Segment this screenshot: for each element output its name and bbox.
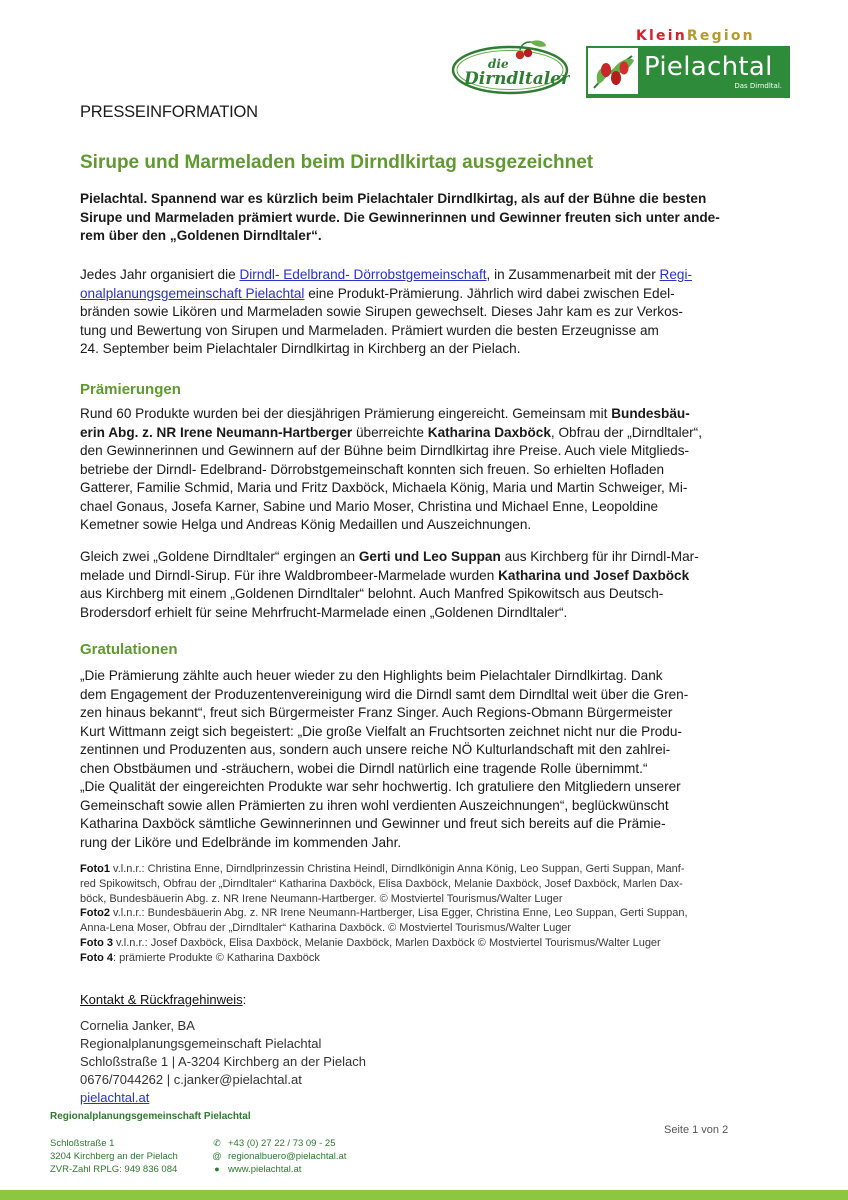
- footer-address: [50, 1137, 178, 1177]
- lead-paragraph: [80, 190, 748, 246]
- intro-text: Jedes Jahr organisiert die: [80, 267, 240, 282]
- p1-line: Kemetner sowie Helga und Andreas König Medaillen und Auszeichnungen.: [80, 517, 532, 532]
- p2-text: Gleich zwei „Goldene Dirndltaler“ ergingen an: [80, 549, 359, 564]
- footer-web: www.pielachtal.at: [228, 1164, 302, 1176]
- p3-line: zentinnen und Produzenten aus, sondern auch unsere reiche NÖ Kulturlandschaft mit den zahlrei-: [80, 742, 671, 757]
- intro-line: bränden sowie Likören und Marmeladen sowie Sirupen gewechselt. Dieses Jahr kam es zur Verkos-: [80, 304, 683, 319]
- p1-line: [80, 405, 748, 424]
- p2-line: [80, 548, 748, 567]
- section-title-gratulationen: Gratulationen: [80, 641, 178, 658]
- caption-text: v.l.n.r.: Bundesbäuerin Abg. z. NR Irene Neumann-Hartberger, Lisa Egger, Christina Enne, Leo Suppan, Gerti Suppan,: [109, 907, 688, 920]
- photo-captions: [80, 862, 750, 966]
- caption-line: [80, 951, 750, 966]
- p1-line: chael Gonaus, Josefa Karner, Sabine und Mario Moser, Christina und Michael Enne, Leopoldine: [80, 498, 659, 514]
- intro-line: [80, 266, 748, 285]
- page-number: Seite 1 von 2: [664, 1124, 729, 1136]
- intro-line: [80, 285, 748, 304]
- footer-phone-row: [212, 1137, 346, 1150]
- kleinregion-tagline: Das Dirndltal.: [734, 82, 782, 90]
- p1-bold: Katharina Daxböck: [427, 424, 551, 440]
- dirndl-branch-icon: [588, 48, 638, 94]
- p2-line: [80, 567, 748, 586]
- praemierungen-paragraph: [80, 405, 748, 535]
- section-title-praemierungen: Prämierungen: [80, 381, 181, 398]
- intro-line: 24. September beim Pielachtaler Dirndlkirtag in Kirchberg an der Pielach.: [80, 341, 521, 356]
- kleinregion-logo: [586, 28, 790, 100]
- p1-bold: erin Abg. z. NR Irene Neumann-Hartberger: [80, 424, 353, 440]
- footer-addr-line: 3204 Kirchberg an der Pielach: [50, 1151, 178, 1163]
- p3-line: „Die Qualität der eingereichten Produkte war sehr hochwertig. Ich gratuliere den Mitgliedern unserer: [80, 779, 681, 794]
- contact-name: Cornelia Janker, BA: [80, 1018, 195, 1033]
- gratulationen-paragraph: [80, 667, 748, 852]
- goldene-dirndltaler-paragraph: [80, 548, 748, 622]
- caption-line: [80, 906, 750, 921]
- p1-text: überreichte: [352, 424, 428, 440]
- contact-block: [80, 1017, 366, 1107]
- footer-org-name: Regionalplanungsgemeinschaft Pielachtal: [50, 1111, 251, 1122]
- p3-line: dem Engagement der Produzentenvereinigung wird die Dirndl samt dem Dirndltal weit über die Gren-: [80, 686, 689, 702]
- p1-line: [80, 424, 748, 443]
- footer-addr-line: Schloßstraße 1: [50, 1138, 115, 1149]
- globe-icon: ●: [214, 1164, 220, 1175]
- caption-line: [80, 862, 750, 877]
- p1-text: Rund 60 Produkte wurden bei der diesjährigen Prämierung eingereicht. Gemeinsam mit: [80, 406, 612, 421]
- intro-paragraph: [80, 266, 748, 359]
- p3-line: zen hinaus bekannt“, freut sich Bürgermeister Franz Singer. Auch Regions-Obmann Bürgermeister: [80, 705, 673, 720]
- link-dirndl-gemeinschaft[interactable]: Dirndl- Edelbrand- Dörrobstgemeinschaft: [239, 267, 487, 282]
- caption-line: Anna-Lena Moser, Obfrau der „Dirndltaler“ Katharina Daxböck. © Mostviertel Tourismus/Walter Luger: [80, 922, 572, 935]
- p2-text: melade und Dirndl-Sirup. Für ihre Waldbrombeer-Marmelade wurden: [80, 567, 499, 583]
- p1-line: den Gewinnerinnen und Gewinnern auf der Bühne beim Dirndlkirtag ihre Preise. Auch viele Mitglieds-: [80, 443, 690, 458]
- contact-heading: [80, 992, 246, 1007]
- intro-text: eine Produkt-Prämierung. Jährlich wird dabei zwischen Edel-: [304, 285, 675, 301]
- caption-line: böck, Bundesbäuerin Abg. z. NR Irene Neumann-Hartberger. © Mostviertel Tourismus/Walter Luger: [80, 892, 563, 905]
- contact-org: Regionalplanungsgemeinschaft Pielachtal: [80, 1036, 322, 1051]
- at-icon: @: [212, 1151, 222, 1162]
- dirndltaler-logo-line1: die: [488, 57, 509, 71]
- footer-email-row: [212, 1150, 346, 1163]
- footer-web-row: [212, 1163, 346, 1176]
- phone-icon: ✆: [213, 1138, 221, 1148]
- caption-text: v.l.n.r.: Christina Enne, Dirndlprinzessin Christina Heindl, Dirndlkönigin Anna König, Leo Suppan, Gerti Suppan, Manf-: [109, 863, 685, 875]
- lead-line: Pielachtal. Spannend war es kürzlich beim Pielachtaler Dirndlkirtag, als auf der Bühne die besten: [80, 191, 707, 206]
- p2-text: aus Kirchberg für ihr Dirndl-Mar-: [500, 549, 699, 564]
- kleinregion-klein: Klein: [636, 28, 687, 44]
- contact-heading-colon: :: [242, 992, 247, 1007]
- p3-line: „Die Prämierung zählte auch heuer wieder zu den Highlights beim Pielachtaler Dirndlkirtag. Dank: [80, 668, 663, 683]
- caption-label: Foto 4: [80, 951, 113, 964]
- contact-phone-email: 0676/7044262 | c.janker@pielachtal.at: [80, 1072, 302, 1087]
- p2-bold: Katharina und Josef Daxböck: [498, 567, 690, 583]
- footer-email: regionalbuero@pielachtal.at: [228, 1151, 347, 1163]
- p3-line: Gemeinschaft sowie allen Prämierten zu ihren wohl verdienten Auszeichnungen“, beglückwünscht: [80, 797, 669, 813]
- caption-label: Foto1: [80, 863, 110, 875]
- intro-line: tung und Bewertung von Sirupen und Marmeladen. Prämiert wurden die besten Erzeugnisse am: [80, 322, 659, 338]
- kleinregion-wordmark: [636, 28, 755, 44]
- p2-line: Brodersdorf erhielt für seine Mehrfrucht-Marmelade einen „Goldenen Dirndltaler“.: [80, 604, 568, 620]
- p1-text: , Obfrau der „Dirndltaler“,: [550, 424, 702, 440]
- kleinregion-name: Pielachtal: [644, 52, 773, 82]
- contact-address: Schloßstraße 1 | A-3204 Kirchberg an der Pielach: [80, 1054, 366, 1069]
- kleinregion-region: Region: [686, 28, 755, 44]
- intro-text: , in Zusammenarbeit mit der: [486, 267, 660, 282]
- lead-line: rem über den „Goldenen Dirndltaler“.: [80, 228, 322, 243]
- p2-bold: Gerti und Leo Suppan: [358, 549, 501, 564]
- p3-line: chen Obstbäumen und -sträuchern, wobei die Dirndl natürlich eine tragende Rolle übernimmt.“: [80, 760, 648, 776]
- lead-line: Sirupe und Marmeladen prämiert wurde. Die Gewinnerinnen und Gewinner freuten sich unter ande-: [80, 209, 720, 225]
- p1-bold: Bundesbäu-: [611, 406, 690, 421]
- link-rplg-part1[interactable]: Regi-: [659, 267, 693, 282]
- contact-web-link[interactable]: pielachtal.at: [80, 1090, 150, 1105]
- caption-line: [80, 936, 750, 951]
- contact-heading-text: Kontakt & Rückfragehinweis: [80, 992, 243, 1007]
- p2-line: aus Kirchberg mit einem „Goldenen Dirndltaler“ belohnt. Auch Manfred Spikowitsch aus Deutsch-: [80, 586, 664, 601]
- footer-contact: [212, 1137, 346, 1177]
- p1-line: Gatterer, Familie Schmid, Maria und Fritz Daxböck, Michaela König, Maria und Martin Schweiger, Mi-: [80, 480, 688, 495]
- caption-text: v.l.n.r.: Josef Daxböck, Elisa Daxböck, Melanie Daxböck, Marlen Daxböck © Mostviertel Tourismus/Walter Luger: [113, 936, 661, 949]
- link-rplg-part2[interactable]: onalplanungsgemeinschaft Pielachtal: [80, 285, 305, 301]
- caption-line: red Spikowitsch, Obfrau der „Dirndltaler“ Katharina Daxböck, Elisa Daxböck, Melanie Daxböck, Josef Daxböck, Marlen Dax-: [80, 877, 683, 890]
- footer-phone: +43 (0) 27 22 / 73 09 - 25: [228, 1138, 336, 1149]
- footer-color-bar: [0, 1190, 848, 1200]
- p3-line: rung der Liköre und Edelbrände im kommenden Jahr.: [80, 834, 402, 850]
- p3-line: Kurt Wittmann zeigt sich begeistert: „Die große Vielfalt an Fruchtsorten zeichnet nicht nur die Produ-: [80, 723, 682, 739]
- caption-label: Foto 3: [80, 936, 113, 949]
- caption-text: : prämierte Produkte © Katharina Daxböck: [113, 951, 320, 964]
- dirndltaler-logo-line2: Dirndltaler: [464, 69, 570, 89]
- footer-addr-line: ZVR-Zahl RPLG: 949 836 084: [50, 1164, 178, 1176]
- p3-line: Katharina Daxböck sämtliche Gewinnerinnen und Gewinner und freut sich bereits auf die Prämie-: [80, 816, 666, 831]
- press-label: PRESSEINFORMATION: [80, 103, 258, 121]
- p1-line: betriebe der Dirndl- Edelbrand- Dörrobstgemeinschaft konnten sich freuen. So erhielten Hofladen: [80, 461, 665, 477]
- headline: Sirupe und Marmeladen beim Dirndlkirtag ausgezeichnet: [80, 152, 594, 173]
- dirndltaler-logo: [450, 38, 570, 96]
- caption-label: Foto2: [80, 907, 110, 920]
